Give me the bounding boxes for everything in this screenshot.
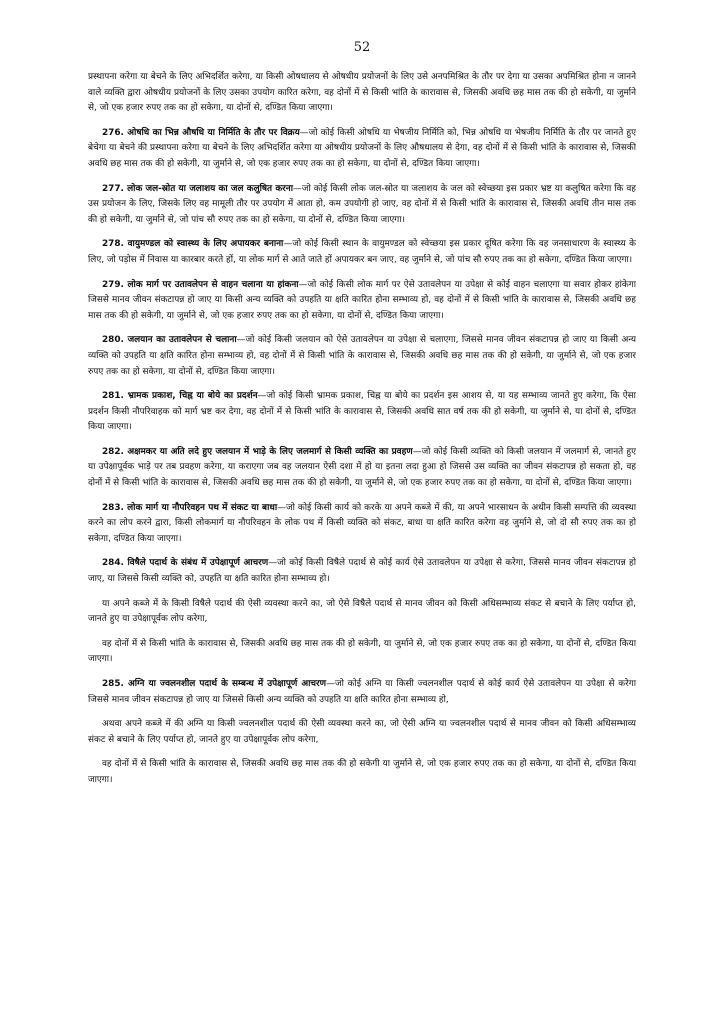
section-heading: 285. अग्नि या ज्वलनशील पदार्थ के सम्बन्ध में उपेक्षापूर्ण आचरण [102,679,327,689]
paragraph-text: वह दोनों में से किसी भांति के कारावास से, जिसकी अवधि छह मास तक की हो सकेगी या जुर्माने से, जो एक हजार रुपए तक का हो सकेगा, या दोनों से, दण्डित किया जाएगा। [88,759,636,785]
section-heading: 284. विषैले पदार्थ के संबंध में उपेक्षापूर्ण आचरण [102,558,269,569]
section-text: —जो कोई किसी लोक जल-स्रोत या जलाशय के जल को स्वेच्छया इस प्रकार भ्रष्ट या कलुषित करेगा कि वह उस प्रयोजन के लिए, जिसके लिए वह मामूली तौर पर उपयोग में आता हो, कम उपयोगी हो जाए, वह दोनों में से किसी भांति के कारावास से, जिसकी अवधि तीन मास तक की हो सकेगी, या जुर्माने से, जो पांच सौ रुपए तक का हो सकेगा, या दोनों से, दण्डित किया जाएगा। [88,183,636,225]
section-285 [88,677,636,708]
section-281 [88,389,636,436]
section-277 [88,182,636,229]
section-heading: 281. भ्रामक प्रकाश, चिह्न या बोये का प्रदर्शन [102,391,258,402]
section-text: —जो कोई किसी विषैले पदार्थ से कोई कार्य ऐसे उतावलेपन या उपेक्षा से करेगा, जिससे मानव जीवन संकटापन्न हो जाए, या जिससे किसी व्यक्ति को, उपहति या क्षति कारित होना सम्भाव्य हो। [88,558,636,585]
paragraph-text: वह दोनों में से किसी भांति के कारावास से, जिसकी अवधि छह मास तक की हो सकेगी, या जुर्माने से, जो एक हजार रुपए तक का हो सकेगा, या दोनों से, दण्डित किया जाएगा। [88,638,636,665]
section-text: —जो कोई किसी स्थान के वायुमण्डल को स्वेच्छया इस प्रकार दूषित करेगा कि वह जनसाधारण के स्वास्थ्य के लिए, जो पड़ोस में निवास या कारबार करते हों, या लोक मार्ग से आते जाते हों अपायकर बन जाए, वह जुर्माने से, जो पांच सौ रुपए तक का हो सकेगा, दण्डित किया जाएगा। [88,239,636,265]
section-heading: 283. लोक मार्ग या नौपरिवहन पथ में संकट या बाधा [102,502,278,513]
section-text: —जो कोई किसी व्यक्ति को किसी जलयान में जलमार्ग से, जानते हुए या उपेक्षापूर्वक भाड़े पर तब प्रवहण करेगा, या कराएगा जब वह जलयान ऐसी दशा में हो या इतना लदा हुआ हो जिससे उस व्यक्ति का जीवन संकटापन्न हो सकता हो, वह दोनों में से किसी भांति के कारावास से, जिसकी अवधि छह मास तक की हो सकेगी, या जुर्माने से, जो एक हजार रुपए तक का हो सकेगा, या दोनों से, दण्डित किया जाएगा। [88,446,636,489]
section-text: —जो कोई किसी कार्य को करके या अपने कब्जे में की, या अपने भारसाधन के अधीन किसी सम्पत्ति की व्यवस्था करने का लोप करने द्वारा, किसी लोकमार्ग या नौपरिवहन के लोक पथ में किसी व्यक्ति को संकट, बाधा या क्षति कारित करेगा वह जुर्माने से, जो दो सौ रुपए तक का हो सकेगा, दण्डित किया जाएगा। [88,502,636,544]
section-285-clause-2 [88,717,636,748]
section-278 [88,237,636,268]
section-285-penalty [88,757,636,788]
section-text: —जो कोई किसी ओषधि या भेषजीय निर्मिति को, भिन्न ओषधि या भेषजीय निर्मिति के तौर पर जानते हुए बेचेगा या बेचने की प्रस्थापना करेगा या बेचने के लिए अभिदर्शित करेगा या ओषधीय प्रयोजनों के लिए औषधालय से देगा, वह दोनों में से किसी भांति के कारावास से, जिसकी अवधि छह मास तक की हो सकेगी, या जुर्माने से, जो एक हजार रुपए तक का हो सकेगा, या दोनों से, दण्डित किया जाएगा। [88,127,636,169]
section-282 [88,445,636,492]
section-heading: 278. वायुमण्डल को स्वास्थ्य के लिए अपायकर बनाना [102,239,284,250]
section-heading: 276. ओषधि का भिन्न औषधि या निर्मिति के तौर पर विक्रय [102,127,300,138]
section-284-clause-2 [88,597,636,628]
section-text: —जो कोई किसी लोक मार्ग पर ऐसे उतावलेपन या उपेक्षा से कोई वाहन चलाएगा या सवार होकर हांकेगा जिससे मानव जीवन संकटापन्न हो जाए या किसी अन्य व्यक्ति को उपहति या क्षति कारित होना सम्भाव्य हो, वह दोनों में से किसी भांति के कारावास से, जिसकी अवधि छह मास तक की हो सकेगी, या जुर्माने से, जो एक हजार रुपए तक का हो सकेगा, या दोनों से, दण्डित किया जाएगा। [88,279,636,321]
document-page [88,40,636,1000]
section-text: —जो कोई अग्नि या किसी ज्वलनशील पदार्थ से कोई कार्य ऐसे उतावलेपन या उपेक्षा से करेगा जिससे मानव जीवन संकटापन्न हो जाए या जिससे किसी अन्य व्यक्ति को उपहति या क्षति कारित होना सम्भाव्य हो, [88,679,636,705]
section-heading: 277. लोक जल-स्रोत या जलाशय का जल कलुषित करना [102,183,294,194]
section-279 [88,278,636,325]
page-number: 52 [353,40,371,55]
paragraph-text: अथवा अपने कब्जे में की अग्नि या किसी ज्वलनशील पदार्थ की ऐसी व्यवस्था करने का, जो ऐसी अग्नि या ज्वलनशील पदार्थ से मानव जीवन को किसी अधिसम्भाव्य संकट से बचाने के लिए पर्याप्त हो, जानते हुए या उपेक्षापूर्वक लोप करेगा, [88,719,636,745]
section-283 [88,501,636,548]
section-heading: 280. जलयान का उतावलेपन से चलाना [102,335,237,346]
section-heading: 279. लोक मार्ग पर उतावलेपन से वाहन चलाना या हांकना [102,279,299,290]
section-284-penalty [88,637,636,668]
section-text: —जो कोई किसी भ्रामक प्रकाश, चिह्न या बोये का प्रदर्शन इस आशय से, या यह सम्भाव्य जानते हुए करेगा, कि ऐसा प्रदर्शन किसी नौपरिवाहक को मार्ग भ्रष्ट कर देगा, वह दोनों में से किसी भांति के कारावास से, जिसकी अवधि सात वर्ष तक की हो सकेगी, या जुर्माने से, या दोनों से, दण्डित किया जाएगा। [88,391,636,433]
paragraph-text: या अपने कब्जे में के किसी विषैले पदार्थ की ऐसी व्यवस्था करने का, जो ऐसे विषैले पदार्थ से मानव जीवन को किसी अधिसम्भाव्य संकट से बचाने के लिए पर्याप्त हो, जानते हुए या उपेक्षापूर्वक लोप करेगा, [88,598,636,625]
section-276 [88,126,636,173]
paragraph-275-continuation [88,70,636,117]
section-text: —जो कोई किसी जलयान को ऐसे उतावलेपन या उपेक्षा से चलाएगा, जिससे मानव जीवन संकटापन्न हो जाए या किसी अन्य व्यक्ति को उपहति या क्षति कारित होना सम्भाव्य हो, वह दोनों में से किसी भांति के कारावास से, जिसकी अवधि छह मास तक की हो सकेगी, या जुर्माने से, जो एक हजार रुपए तक का हो सकेगा, या दोनों से, दण्डित किया जाएगा। [88,335,636,377]
section-heading: 282. अक्षमकर या अति लदे हुए जलयान में भाड़े के लिए जलमार्ग से किसी व्यक्ति का प्रवहण [102,446,413,457]
section-284 [88,556,636,587]
section-280 [88,333,636,380]
paragraph-text: प्रस्थापना करेगा या बेचने के लिए अभिदर्शित करेगा, या किसी ओषधालय से ओषधीय प्रयोजनों के लिए उसे अनपमिश्रित के तौर पर देगा या उसका अपमिश्रित होना न जानने वाले व्यक्ति द्वारा ओषधीय प्रयोजनों के लिए उसका उपयोग कारित करेगा, वह दोनों में से किसी भांति के कारावास से, जिसकी अवधि छह मास तक की हो सकेगी, या जुर्माने से, जो एक हजार रुपए तक का हो सकेगा, या दोनों से, दण्डित किया जाएगा। [88,72,636,114]
